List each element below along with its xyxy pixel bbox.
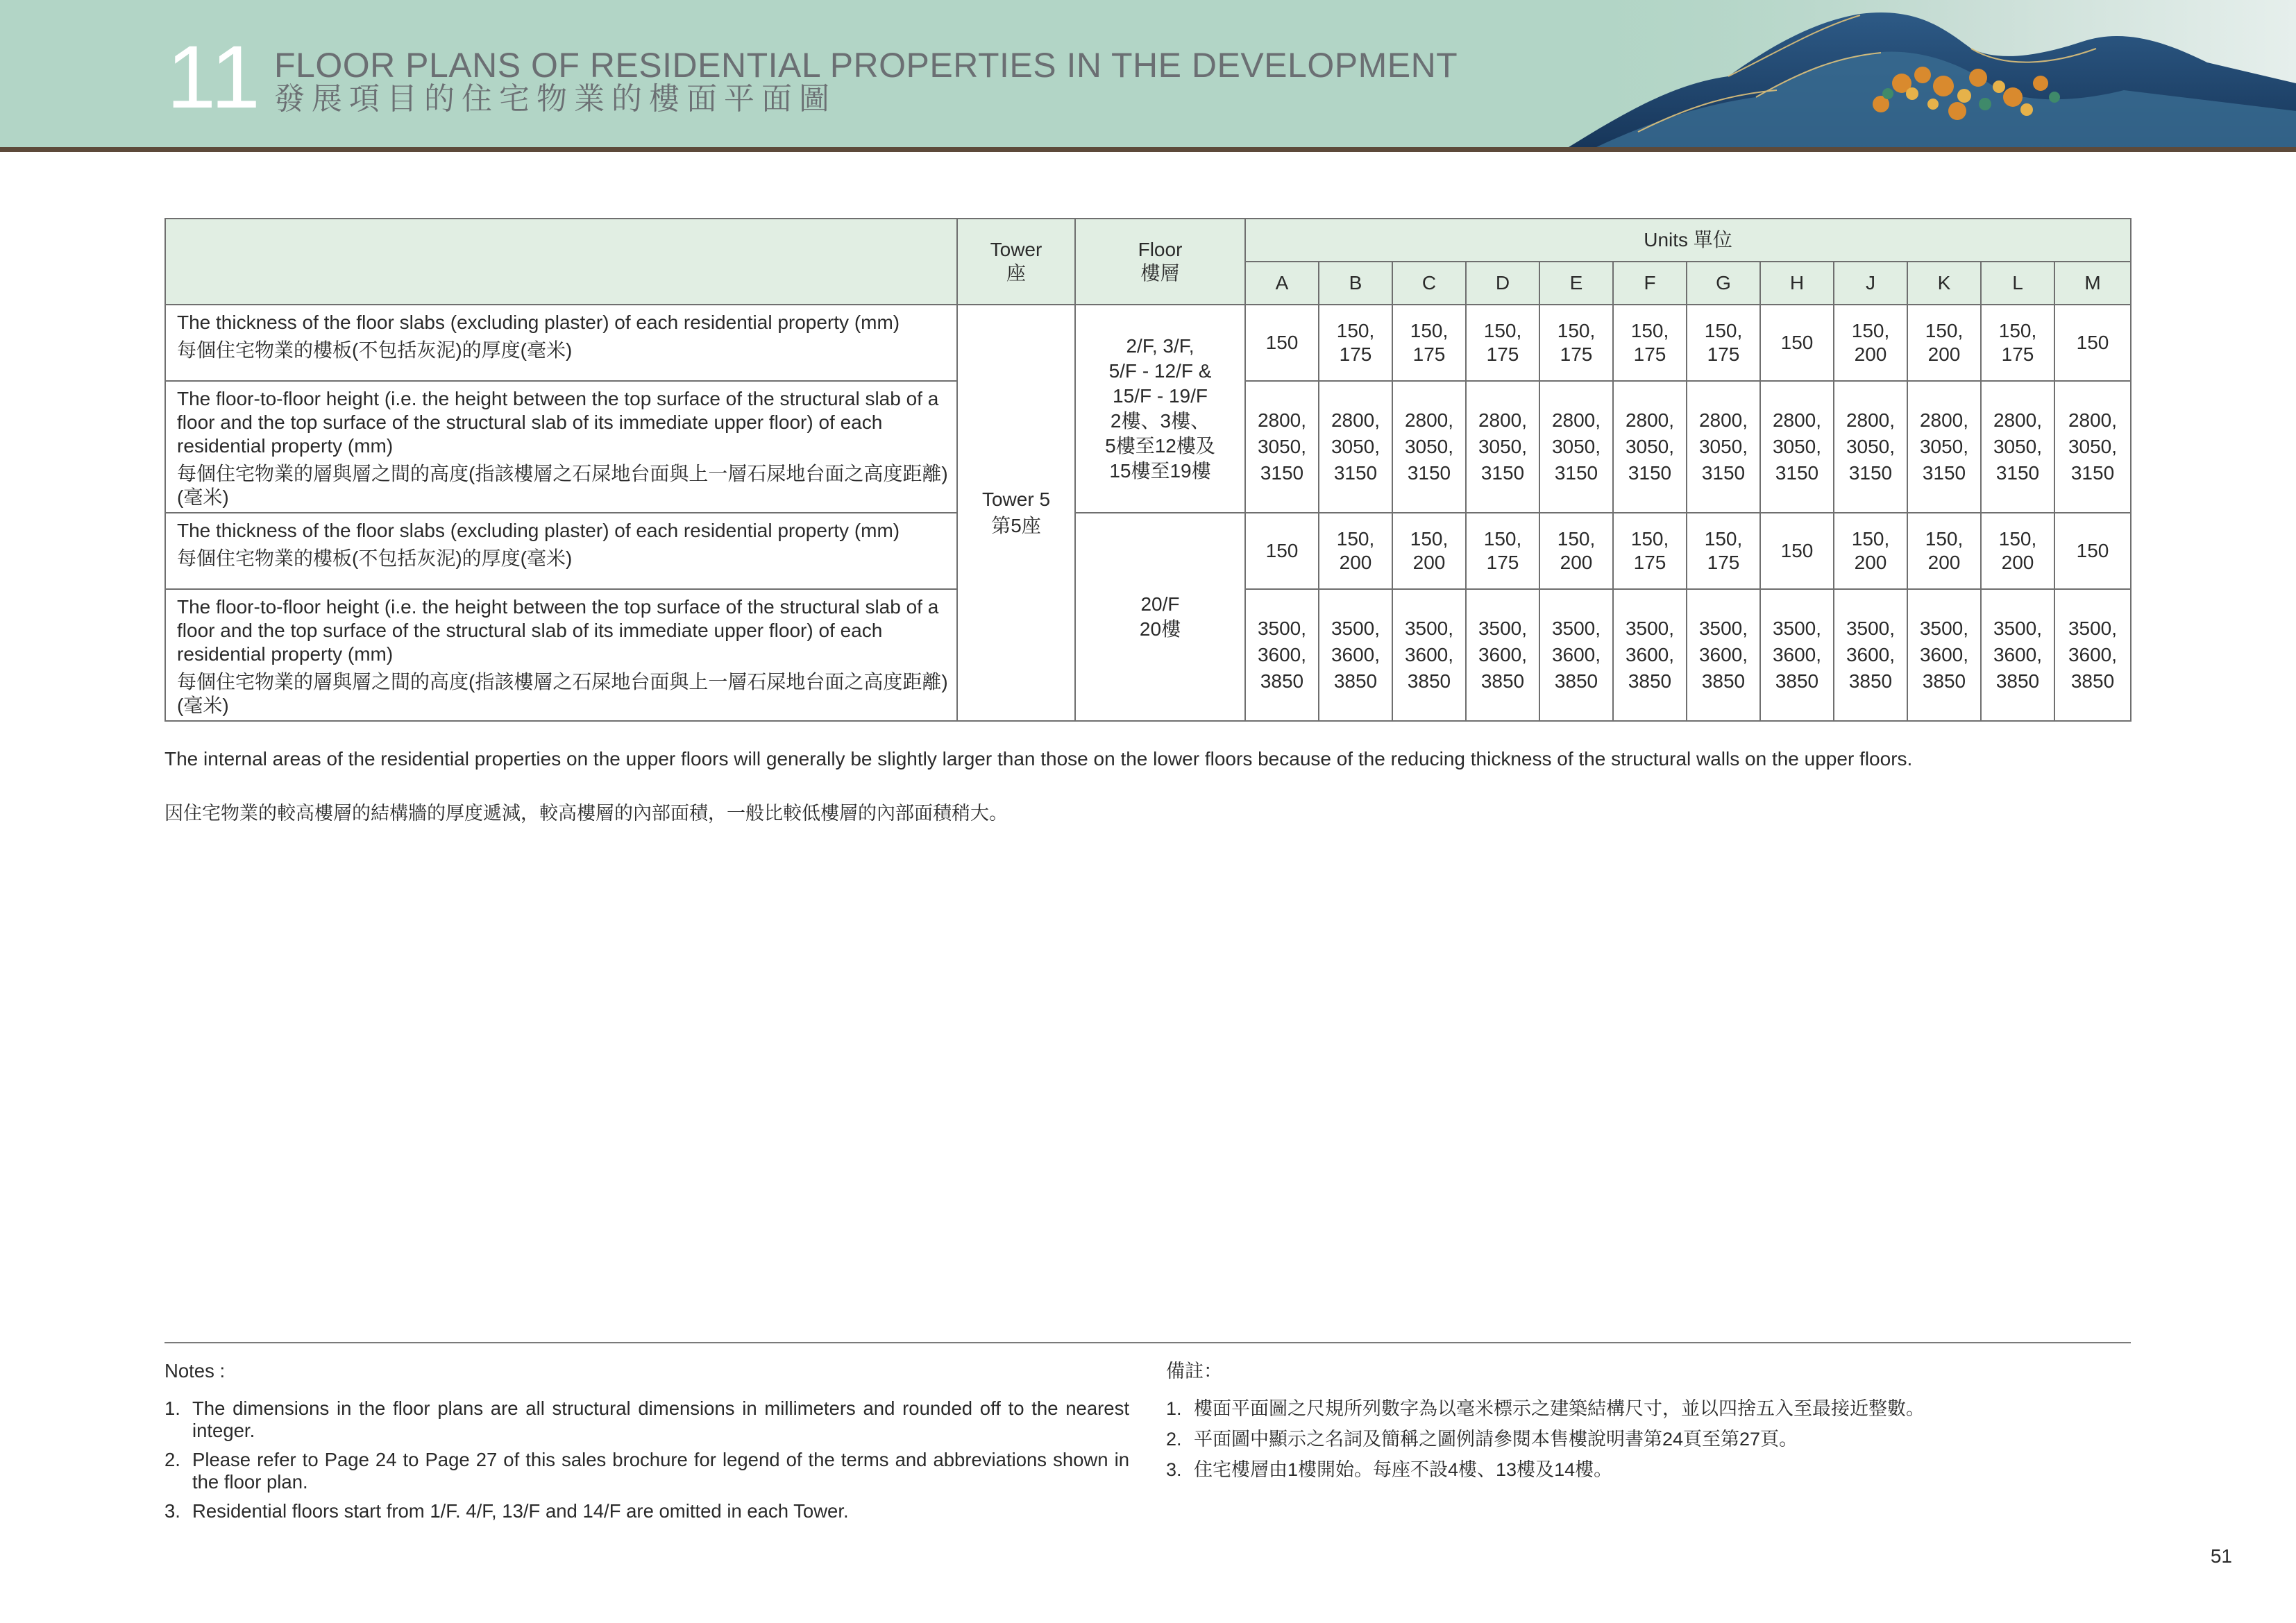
unit-value-cell [1245,589,1319,721]
floor-line: 5樓至12樓及 [1105,435,1215,457]
unit-value: 150 [2076,332,2109,353]
unit-value: 2800, [1772,409,1822,431]
unit-value-cell [1245,381,1319,513]
unit-value: 3850 [1922,670,1966,692]
unit-value: 3050, [1919,436,1969,457]
unit-value: 3500, [1257,618,1307,639]
header-divider [0,147,2296,152]
note-text: 樓面平面圖之尺規所列數字為以毫米標示之建築結構尺寸，並以四捨五入至最接近整數。 [1194,1398,1925,1419]
unit-value-cell [1613,513,1687,589]
unit-value: 3150 [1407,462,1451,484]
unit-value: 3500, [1919,618,1969,639]
page-header [0,0,2296,147]
table-header-row [165,219,2131,262]
row-description-en: The thickness of the floor slabs (excluding plaster) of each residential property (mm) [177,520,900,541]
unit-value: 3850 [1775,670,1819,692]
unit-value: 3500, [1478,618,1528,639]
unit-value-cell [1539,381,1613,513]
unit-value: 3150 [1848,462,1893,484]
unit-value: 200 [2001,552,2034,573]
note-item [1166,1397,2131,1420]
unit-value-cell [1392,589,1466,721]
unit-value: 150, [1336,528,1375,550]
unit-value-cell [1907,589,1981,721]
unit-value: 175 [1707,552,1740,573]
unit-value: 3850 [1554,670,1598,692]
note-number: 2. [164,1449,180,1470]
unit-value: 175 [1486,552,1519,573]
unit-value: 3050, [1478,436,1528,457]
unit-value: 150, [1998,320,2037,341]
unit-value: 150, [1704,528,1743,550]
unit-value: 150, [1925,528,1964,550]
unit-value: 3050, [1551,436,1601,457]
row-description-zh: 每個住宅物業的層與層之間的高度(指該樓層之石屎地台面與上一層石屎地台面之高度距離)(毫米) [177,463,948,508]
unit-value-cell [1392,513,1466,589]
unit-value: 3050, [1331,436,1381,457]
unit-value-cell [1981,589,2054,721]
row-description-zh: 每個住宅物業的樓板(不包括灰泥)的厚度(毫米) [177,339,573,361]
floor-spec-table [164,218,2132,722]
unit-value-cell [1981,305,2054,381]
unit-value: 2800, [1331,409,1381,431]
note-text: 住宅樓層由1樓開始。每座不設4樓、13樓及14樓。 [1194,1459,1613,1480]
row-description-zh: 每個住宅物業的層與層之間的高度(指該樓層之石屎地台面與上一層石屎地台面之高度距離)(毫米) [177,671,948,716]
unit-header: H [1760,262,1834,305]
unit-value: 3500, [1993,618,2043,639]
notes-heading-en: Notes : [164,1360,226,1382]
unit-value: 3850 [1628,670,1672,692]
note-text: 平面圖中顯示之名詞及簡稱之圖例請參閱本售樓說明書第24頁至第27頁。 [1194,1429,1798,1450]
unit-value: 175 [2001,343,2034,365]
page-number: 51 [2210,1545,2232,1567]
unit-value: 150 [1780,540,1814,561]
unit-value-cell [2054,513,2131,589]
unit-value-cell [1687,305,1760,381]
unit-value-cell [1319,381,1392,513]
unit-value: 3150 [1260,462,1304,484]
unit-header: E [1539,262,1613,305]
tower-label-en: Tower 5 [981,488,1051,510]
note-text: Residential floors start from 1/F. 4/F, 13/F and 14/F are omitted in each Tower. [192,1500,849,1522]
unit-value-cell [1245,305,1319,381]
row-description [165,305,957,381]
unit-value: 3150 [1775,462,1819,484]
unit-value-cell [1466,381,1539,513]
unit-value: 150, [1630,528,1669,550]
unit-value: 3600, [1331,644,1381,665]
tower-header-zh: 座 [1006,262,1026,284]
unit-value-cell [1760,381,1834,513]
unit-value: 3500, [1404,618,1454,639]
internal-area-note-en: The internal areas of the residential properties on the upper floors will generally be slightly larger than those on the lower floors because of the reducing thickness of the structural walls on the upper floors. [164,748,1913,770]
floor-cell [1075,513,1245,721]
unit-value: 3050, [1846,436,1896,457]
unit-value: 3150 [1628,462,1672,484]
unit-value: 3050, [1993,436,2043,457]
unit-value: 3600, [1551,644,1601,665]
tower-header [957,219,1075,305]
unit-value: 175 [1339,343,1372,365]
unit-value: 150 [1265,540,1299,561]
unit-value: 175 [1707,343,1740,365]
unit-value: 175 [1633,343,1666,365]
unit-value: 3150 [1480,462,1525,484]
unit-value: 3850 [1995,670,2040,692]
unit-value: 3500, [1625,618,1675,639]
tower-label-zh: 第5座 [991,515,1041,536]
unit-value: 3600, [1919,644,1969,665]
floor-line: 5/F - 12/F & [1108,360,1212,382]
unit-value: 3150 [2070,462,2115,484]
unit-value-cell [1834,513,1907,589]
internal-area-note-zh: 因住宅物業的較高樓層的結構牆的厚度遞減，較高樓層的內部面積，一般比較低樓層的內部面積稍大。 [164,803,1008,824]
unit-value: 200 [1560,552,1593,573]
row-description [165,513,957,589]
unit-value: 200 [1854,343,1887,365]
unit-value-cell [1687,589,1760,721]
unit-value-cell [1466,513,1539,589]
row-description-zh: 每個住宅物業的樓板(不包括灰泥)的厚度(毫米) [177,547,573,569]
unit-value: 150, [1557,320,1596,341]
note-number: 2. [1166,1429,1182,1450]
note-number: 3. [164,1500,180,1522]
unit-value: 2800, [1846,409,1896,431]
units-header: Units 單位 [1245,219,2131,262]
unit-value-cell [1907,381,1981,513]
unit-value-cell [1539,305,1613,381]
unit-value-cell [1319,305,1392,381]
notes-divider [164,1342,2131,1343]
unit-value: 2800, [1404,409,1454,431]
unit-value: 3850 [2070,670,2115,692]
unit-value-cell [1392,305,1466,381]
note-text: The dimensions in the floor plans are all structural dimensions in millimeters and rounded off to the nearest integer. [192,1397,1129,1441]
tower-header-en: Tower [990,239,1043,260]
unit-value-cell [1760,305,1834,381]
unit-value: 150 [2076,540,2109,561]
unit-header: L [1981,262,2054,305]
unit-value: 200 [1339,552,1372,573]
note-number: 3. [1166,1459,1182,1480]
unit-value-cell [1539,589,1613,721]
unit-value: 150, [1630,320,1669,341]
floor-line: 20/F [1140,593,1180,615]
unit-value: 150, [1410,528,1449,550]
unit-value: 3050, [2068,436,2118,457]
header-blank-cell [165,219,957,305]
unit-value: 150 [1265,332,1299,353]
unit-value: 2800, [1993,409,2043,431]
unit-value: 3600, [1846,644,1896,665]
unit-value: 175 [1560,343,1593,365]
unit-value: 3150 [1995,462,2040,484]
note-text: Please refer to Page 24 to Page 27 of this sales brochure for legend of the terms and abbreviations shown in the floor plan. [192,1449,1129,1493]
unit-header: M [2054,262,2131,305]
unit-value: 2800, [1257,409,1307,431]
note-number: 1. [1166,1398,1182,1419]
row-description [165,381,957,513]
unit-value-cell [1466,305,1539,381]
note-item [1166,1459,2131,1481]
unit-value-cell [1760,589,1834,721]
unit-value: 3500, [1331,618,1381,639]
unit-header: B [1319,262,1392,305]
floor-line: 2/F, 3/F, [1126,335,1195,357]
unit-value: 2800, [1551,409,1601,431]
notes-heading-zh: 備註： [1166,1361,1222,1382]
unit-value-cell [1613,381,1687,513]
unit-value: 3600, [1993,644,2043,665]
unit-value-cell [1613,589,1687,721]
unit-header: C [1392,262,1466,305]
row-description-en: The floor-to-floor height (i.e. the height between the top surface of the structural slab of a floor and the top surface of the structural slab of its immediate upper floor) of each residential property (mm) [177,388,939,457]
unit-value: 150 [1780,332,1814,353]
unit-value-cell [1760,513,1834,589]
unit-value: 3050, [1698,436,1748,457]
unit-value: 3850 [1480,670,1525,692]
unit-value: 3500, [1698,618,1748,639]
unit-value-cell [1613,305,1687,381]
unit-header: F [1613,262,1687,305]
unit-value: 150, [1557,528,1596,550]
unit-value-cell [1834,381,1907,513]
unit-value: 3500, [1846,618,1896,639]
unit-value: 3850 [1260,670,1304,692]
section-title-zh: 發展項目的住宅物業的樓面平面圖 [274,82,836,116]
unit-value: 150, [1483,320,1522,341]
unit-value-cell [1907,513,1981,589]
tower-cell [957,305,1075,721]
unit-header: J [1834,262,1907,305]
unit-value: 3150 [1922,462,1966,484]
unit-value: 3600, [1404,644,1454,665]
note-item [1166,1428,2131,1450]
unit-value: 3150 [1554,462,1598,484]
unit-value: 150, [1851,320,1890,341]
note-item [164,1449,1129,1493]
unit-value-cell [1319,513,1392,589]
notes-en [164,1360,1129,1529]
unit-value: 2800, [2068,409,2118,431]
table-row [165,513,2131,589]
unit-value: 150, [1336,320,1375,341]
unit-value-cell [1834,305,1907,381]
unit-value: 3150 [1333,462,1378,484]
unit-value: 175 [1486,343,1519,365]
unit-value: 3150 [1701,462,1746,484]
unit-value-cell [1981,381,2054,513]
unit-value: 150, [1925,320,1964,341]
unit-value: 3050, [1257,436,1307,457]
unit-value-cell [1687,513,1760,589]
unit-value: 3050, [1772,436,1822,457]
row-description [165,589,957,721]
decorative-mountain-artwork [1555,0,2296,147]
floor-header-en: Floor [1138,239,1183,260]
unit-value: 2800, [1478,409,1528,431]
unit-value: 3600, [1478,644,1528,665]
section-title-en: FLOOR PLANS OF RESIDENTIAL PROPERTIES IN THE DEVELOPMENT [274,46,1458,85]
unit-value-cell [1687,381,1760,513]
unit-value: 200 [1927,343,1961,365]
unit-value: 3500, [1551,618,1601,639]
unit-value: 3600, [2068,644,2118,665]
table-row [165,305,2131,381]
unit-value: 150, [1704,320,1743,341]
unit-value: 200 [1854,552,1887,573]
unit-value-cell [1539,513,1613,589]
unit-value: 150, [1410,320,1449,341]
unit-value-cell [2054,305,2131,381]
unit-value: 3050, [1404,436,1454,457]
unit-value: 2800, [1625,409,1675,431]
unit-value: 3850 [1848,670,1893,692]
unit-header: K [1907,262,1981,305]
unit-value: 3500, [2068,618,2118,639]
unit-value: 3600, [1257,644,1307,665]
floor-cell [1075,305,1245,513]
unit-header: A [1245,262,1319,305]
unit-value-cell [1907,305,1981,381]
floor-line: 2樓、3樓、 [1110,410,1210,432]
unit-value: 2800, [1919,409,1969,431]
unit-value: 3850 [1407,670,1451,692]
unit-value-cell [1834,589,1907,721]
unit-value-cell [1981,513,2054,589]
unit-value-cell [1466,589,1539,721]
unit-value: 175 [1633,552,1666,573]
note-number: 1. [164,1397,180,1419]
floor-header-zh: 樓層 [1140,262,1180,284]
floor-line: 20樓 [1139,618,1181,640]
unit-value: 3850 [1333,670,1378,692]
unit-value: 3600, [1772,644,1822,665]
unit-header: D [1466,262,1539,305]
unit-value: 3600, [1698,644,1748,665]
note-item [164,1500,1129,1522]
unit-value: 2800, [1698,409,1748,431]
unit-value: 150, [1483,528,1522,550]
unit-value: 200 [1412,552,1446,573]
section-number: 11 [167,28,262,127]
unit-value: 3500, [1772,618,1822,639]
unit-value-cell [1392,381,1466,513]
unit-value: 3850 [1701,670,1746,692]
floor-line: 15/F - 19/F [1113,385,1208,407]
unit-value-cell [2054,589,2131,721]
notes-zh [1166,1360,2131,1489]
unit-value: 3050, [1625,436,1675,457]
unit-value-cell [2054,381,2131,513]
unit-value: 3600, [1625,644,1675,665]
unit-header: G [1687,262,1760,305]
row-description-en: The thickness of the floor slabs (excluding plaster) of each residential property (mm) [177,312,900,333]
unit-value-cell [1245,513,1319,589]
unit-value-cell [1319,589,1392,721]
unit-value: 175 [1412,343,1446,365]
unit-value: 150, [1998,528,2037,550]
unit-value: 150, [1851,528,1890,550]
note-item [164,1397,1129,1442]
floor-header [1075,219,1245,305]
floor-line: 15樓至19樓 [1109,460,1211,482]
unit-value: 200 [1927,552,1961,573]
row-description-en: The floor-to-floor height (i.e. the height between the top surface of the structural slab of a floor and the top surface of the structural slab of its immediate upper floor) of each residential property (mm) [177,596,939,665]
